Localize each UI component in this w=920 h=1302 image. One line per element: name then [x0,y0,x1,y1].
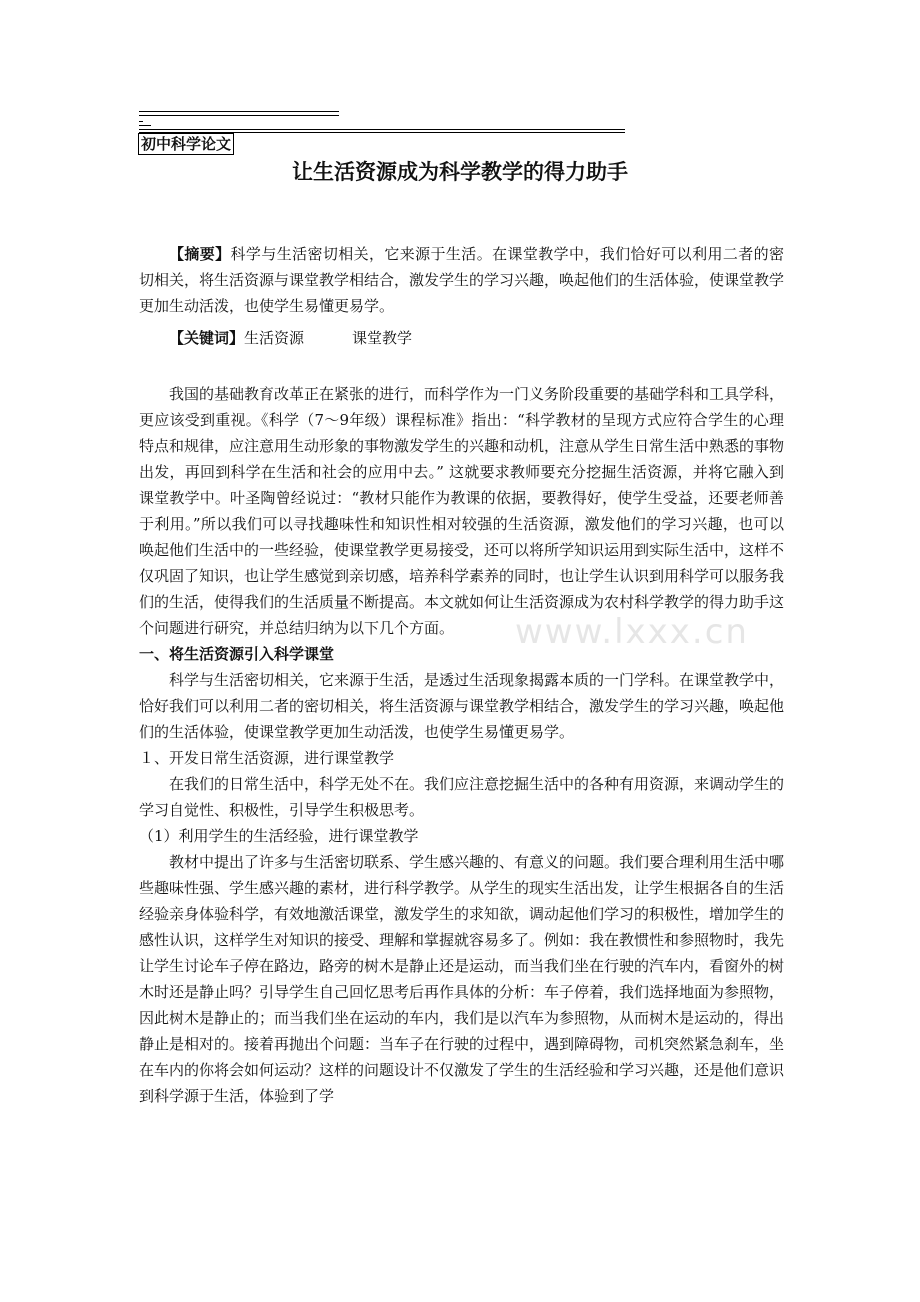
keywords-block [139,325,784,351]
intro-paragraph: 我国的基础教育改革正在紧张的进行，而科学作为一门义务阶段重要的基础学科和工具学科，更应该受到重视。《科学（7～9年级）课程标准》指出：“科学教材的呈现方式应符合学生的心理特点和规律，应注意用生动形象的事物激发学生的兴趣和动机，注意从学生日常生活中熟悉的事物出发，再回到科学在生活和社会的应用中去。” 这就要求教师要充分挖掘生活资源，并将它融入到课堂教学中。叶圣陶曾经说过：“教材只能作为教课的依据，要教得好，使学生受益，还要老师善于利用。”所以我们可以寻找趣味性和知识性相对较强的生活资源，激发他们的学习兴趣，也可以唤起他们生活中的一些经验，使课堂教学更易接受，还可以将所学知识运用到实际生活中，这样不仅巩固了知识，也让学生感觉到亲切感，培养科学素养的同时，也让学生认识到用科学可以服务我们的生活，使得我们的生活质量不断提高。本文就如何让生活资源成为农村科学教学的得力助手这个问题进行研究，并总结归纳为以下几个方面。 [139,385,785,637]
subsection-heading: １、开发日常生活资源，进行课堂教学 [139,749,395,767]
header-rule [139,121,143,122]
keyword: 生活资源 [244,329,305,347]
body-text [139,381,784,1109]
page-title: 让生活资源成为科学教学的得力助手 [292,160,628,184]
section-heading: 一、将生活资源引入科学课堂 [139,645,335,663]
keyword: 课堂教学 [352,329,413,347]
header-rule [139,129,625,130]
header-rule [139,115,339,116]
category-label: 初中科学论文 [138,133,234,155]
subsection-paragraph: 在我们的日常生活中，科学无处不在。我们应注意挖掘生活中的各种有用资源，来调动学生的学习自觉性、积极性，引导学生积极思考。 [139,775,785,819]
abstract-text: 科学与生活密切相关，它来源于生活。在课堂教学中，我们恰好可以利用二者的密切相关，将生活资源与课堂教学相结合，激发学生的学习兴趣，唤起他们的生活体验，使课堂教学更加生动活泼，也使学生易懂更易学。 [139,245,785,315]
header-rule [139,111,339,112]
subsection-paragraph: 教材中提出了许多与生活密切联系、学生感兴趣的、有意义的问题。我们要合理利用生活中哪些趣味性强、学生感兴趣的素材，进行科学教学。从学生的现实生活出发，让学生根据各自的生活经验亲身体验科学，有效地激活课堂，激发学生的求知欲，调动起他们学习的积极性，增加学生的感性认识，这样学生对知识的接受、理解和掌握就容易多了。例如：我在教惯性和参照物时，我先让学生讨论车子停在路边，路旁的树木是静止还是运动，而当我们坐在行驶的汽车内，看窗外的树木时还是静止吗？引导学生自己回忆思考后再作具体的分析：车子停着，我们选择地面为参照物，因此树木是静止的；而当我们坐在运动的车内，我们是以汽车为参照物，从而树木是运动的，得出静止是相对的。接着再抛出个问题：当车子在行驶的过程中，遇到障碍物，司机突然紧急刹车，坐在车内的你将会如何运动？这样的问题设计不仅激发了学生的生活经验和学习兴趣，还是他们意识到科学源于生活，体验到了学 [139,853,785,1105]
abstract-block [139,241,784,319]
keywords-label: 【关键词】 [169,329,245,347]
section-paragraph: 科学与生活密切相关，它来源于生活，是透过生活现象揭露本质的一门学科。在课堂教学中，恰好我们可以利用二者的密切相关，将生活资源与课堂教学相结合，激发学生的学习兴趣，唤起他们的生活体验，使课堂教学更加生动活泼，也使学生易懂更易学。 [139,671,785,741]
subsection-heading: （1）利用学生的生活经验，进行课堂教学 [139,827,419,845]
header-rule [139,125,151,126]
watermark: www.lxxx.cn [515,612,749,652]
abstract-label: 【摘要】 [169,245,231,263]
